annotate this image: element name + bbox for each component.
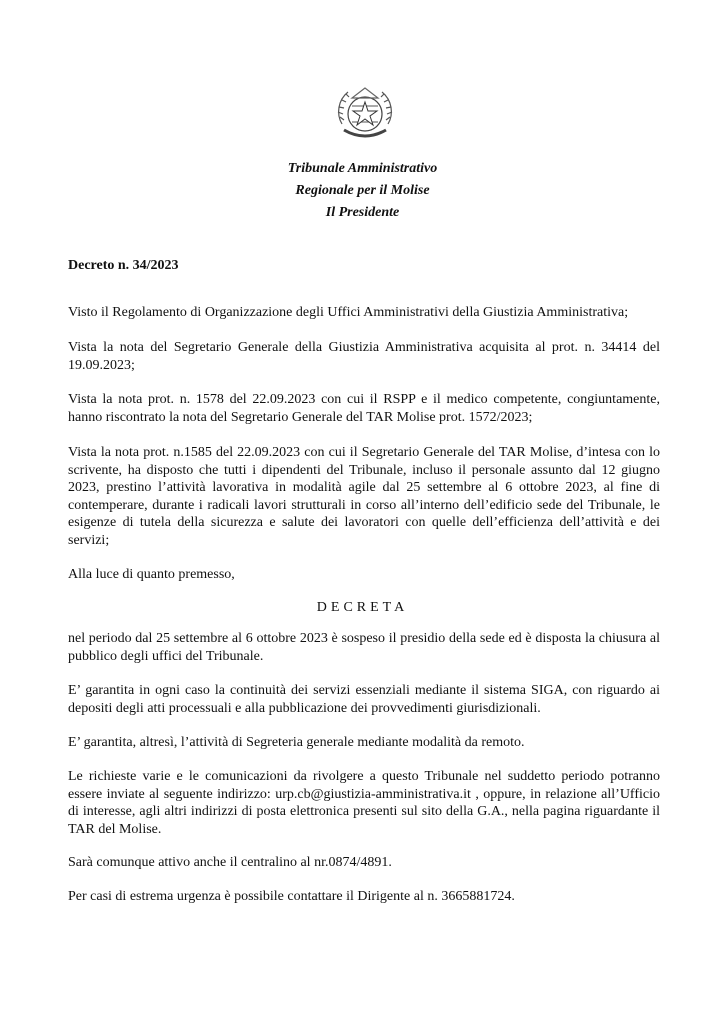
provision-text: Sarà comunque attivo anche il centralino al nr.0874/4891. — [68, 855, 392, 870]
provision-1 — [68, 630, 660, 665]
premise-text: Visto il Regolamento di Organizzazione degli Uffici Amministrativi della Giustizia Amministrativa; — [68, 305, 629, 320]
court-name-line1: Tribunale Amministrativo — [287, 161, 438, 176]
provision-text: nel periodo dal 25 settembre al 6 ottobre 2023 è sospeso il presidio della sede ed è disposta la chiusura al pubblico degli uffici del Tribunale. — [68, 631, 660, 664]
decree-number: Decreto n. 34/2023 — [68, 258, 179, 273]
premise-text: Vista la nota prot. n. 1578 del 22.09.2023 con cui il RSPP e il medico competente, congiuntamente, hanno riscontrato la nota del Segretario Generale del TAR Molise prot. 1572/2023; — [68, 392, 660, 425]
premise-text: Alla luce di quanto premesso, — [68, 567, 235, 582]
premise-1 — [68, 304, 660, 322]
premise-4 — [68, 444, 660, 549]
court-name-line2: Regionale per il Molise — [295, 183, 430, 198]
premise-text: Vista la nota del Segretario Generale della Giustizia Amministrativa acquisita al prot. n. 34414 del 19.09.2023; — [68, 340, 660, 373]
provision-2 — [68, 682, 660, 717]
provision-5 — [68, 854, 660, 872]
provision-text: E’ garantita, altresì, l’attività di Segreteria generale mediante modalità da remoto. — [68, 735, 525, 750]
premise-5 — [68, 566, 660, 584]
provision-text: E’ garantita in ogni caso la continuità dei servizi essenziali mediante il sistema SIGA, con riguardo ai depositi degli atti processuali e alla pubblicazione dei provvedimenti giurisdizionali. — [68, 683, 660, 716]
provision-text: Per casi di estrema urgenza è possibile contattare il Dirigente al n. 3665881724. — [68, 889, 515, 904]
premise-2 — [68, 339, 660, 374]
provision-6 — [68, 888, 660, 906]
premise-3 — [68, 391, 660, 426]
provision-4 — [68, 768, 660, 838]
decreta-heading: DECRETA — [316, 600, 409, 615]
provision-text: Le richieste varie e le comunicazioni da rivolgere a questo Tribunale nel suddetto periodo potranno essere inviate al seguente indirizzo: urp.cb@giustizia-amministrativa.it , oppure, in relazione all’Ufficio di interesse, agli altri indirizzi di posta elettronica presenti sul sito della G.A., nella pagina riguardante il TAR del Molise. — [68, 769, 660, 837]
italian-republic-emblem-icon — [330, 84, 400, 146]
president-title: Il Presidente — [325, 205, 400, 220]
provision-3 — [68, 734, 660, 752]
premise-text: Vista la nota prot. n.1585 del 22.09.2023 con cui il Segretario Generale del TAR Molise, d’intesa con lo scrivente, ha disposto che tutti i dipendenti del Tribunale, incluso il personale assunto dal 12 giugno 2023, prestino l’attività lavorativa in modalità agile dal 25 settembre al 6 ottobre 2023, al fine di contemperare, durante i radicali lavori strutturali in corso all’interno dell’edificio sede del Tribunale, le esigenze di tutela della sicurezza e salute dei lavoratori con quelle dell’efficienza dell’attività e dei servizi; — [68, 445, 660, 548]
